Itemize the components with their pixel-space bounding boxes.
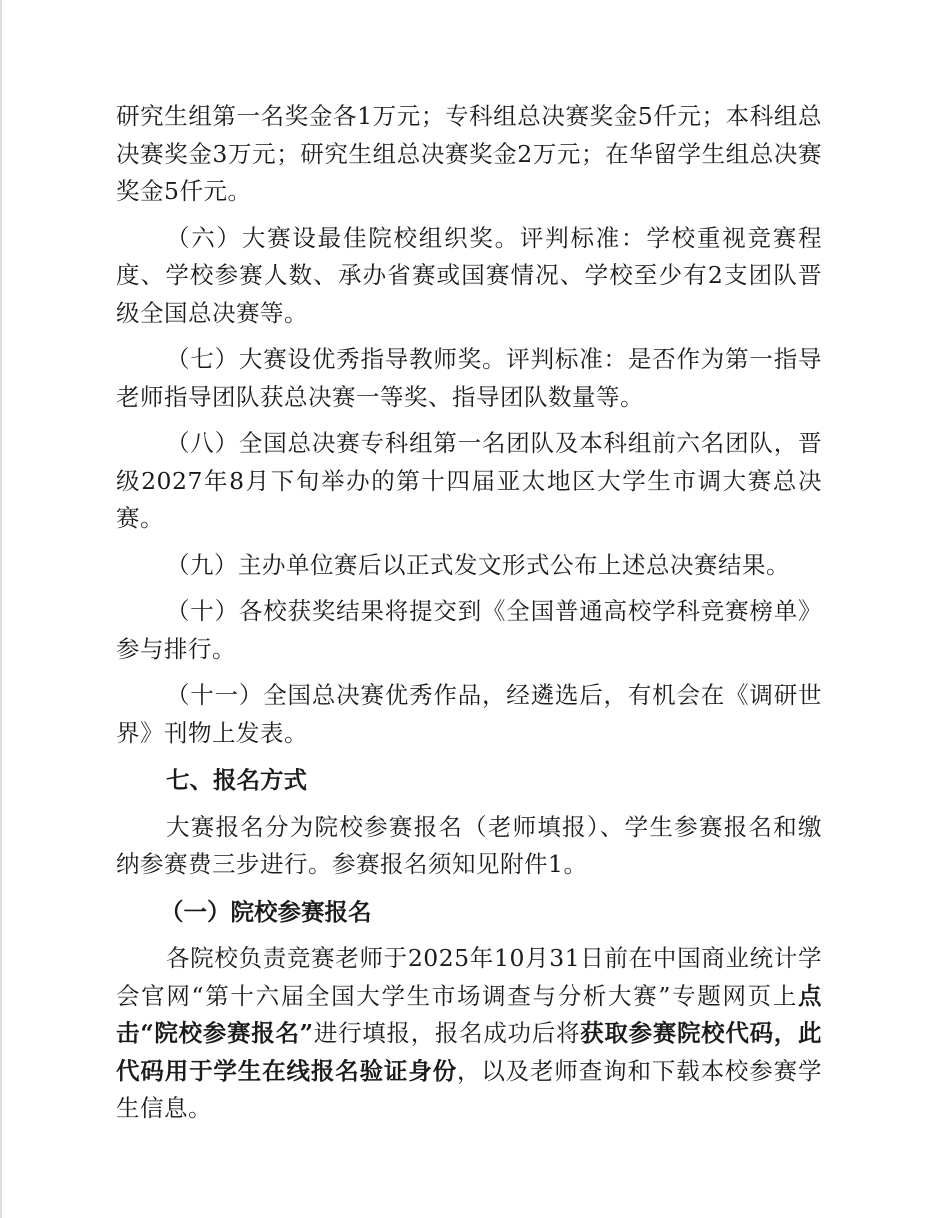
subsection-heading-school-registration: （一）院校参赛报名 <box>160 897 372 926</box>
paragraph-publication: （十一）全国总决赛优秀作品，经遴选后，有机会在《调研世界》刊物上发表。 <box>116 681 822 747</box>
paragraph-results-announcement: （九）主办单位赛后以正式发文形式公布上述总决赛结果。 <box>166 550 790 579</box>
paragraph-teacher-award: （七）大赛设优秀指导教师奖。评判标准：是否作为第一指导老师指导团队获总决赛一等奖、指导团队数量等。 <box>116 345 822 411</box>
paragraph-advancement: （八）全国总决赛专科组第一名团队及本科组前六名团队，晋级2027年8月下旬举办的第十四届亚太地区大学生市调大赛总决赛。 <box>116 429 822 532</box>
paragraph-prize-amounts: 研究生组第一名奖金各1万元；专科组总决赛奖金5仟元；本科组总决赛奖金3万元；研究生组总决赛奖金2万元；在华留学生组总决赛奖金5仟元。 <box>116 102 822 205</box>
paragraph-school-registration <box>116 940 822 1128</box>
section-heading-registration: 七、报名方式 <box>166 766 307 794</box>
paragraph-registration-overview: 大赛报名分为院校参赛报名（老师填报）、学生参赛报名和缴纳参赛费三步进行。参赛报名须知见附件1。 <box>116 812 822 878</box>
paragraph-ranking-list: （十）各校获奖结果将提交到《全国普通高校学科竞赛榜单》参与排行。 <box>116 597 822 663</box>
document-body <box>116 98 822 1128</box>
bold-text-click-register: 点击“院校参赛报名” <box>116 981 822 1047</box>
page-edge <box>0 0 2 1218</box>
text-run: ，以及老师查询和下载本校参赛学生信息。 <box>116 1056 822 1122</box>
text-run: 各院校负责竞赛老师于2025年10月31日前在中国商业统计学会官网“第十六届全国大学生市场调查与分析大赛”专题网页上 <box>116 944 822 1010</box>
bold-text-school-code: 获取参赛院校代码，此代码用于学生在线报名验证身份 <box>116 1019 823 1085</box>
paragraph-best-school-award: （六）大赛设最佳院校组织奖。评判标准：学校重视竞赛程度、学校参赛人数、承办省赛或国赛情况、学校至少有2支团队晋级全国总决赛等。 <box>116 223 822 327</box>
text-run: 进行填报，报名成功后将 <box>313 1019 581 1047</box>
